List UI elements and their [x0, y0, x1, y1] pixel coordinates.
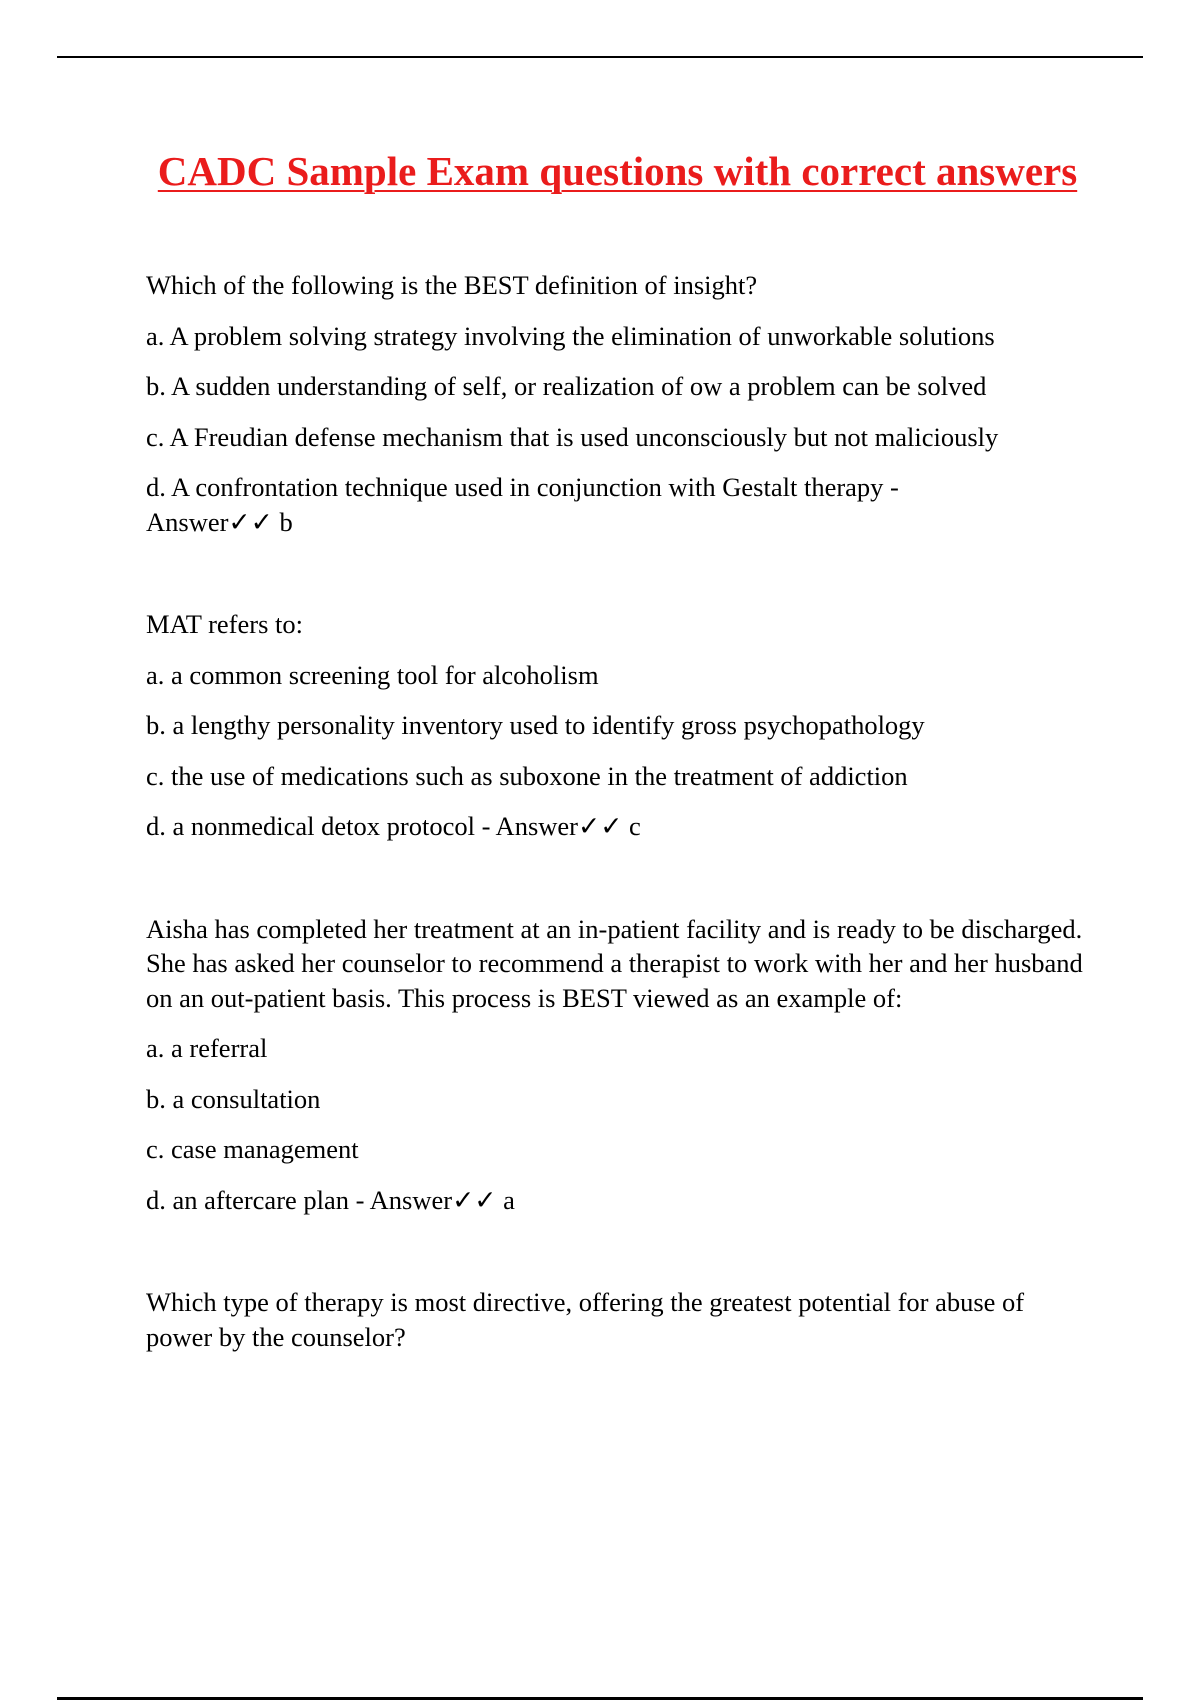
question-block-3 — [146, 912, 1096, 1218]
question-text: Which of the following is the BEST definition of insight? — [146, 270, 758, 300]
question-block-4 — [146, 1285, 1096, 1354]
answer-option-d: d. A confrontation technique used in conjunction with Gestalt therapy - Answer✓✓ b — [146, 472, 899, 537]
top-rule — [57, 56, 1143, 58]
answer-option-d: d. a nonmedical detox protocol - Answer✓✓ c — [146, 811, 641, 841]
answer-option-c: c. case management — [146, 1134, 359, 1164]
question-text: Aisha has completed her treatment at an in-patient facility and is ready to be discharged. She has asked her counselor to recommend a therapist to work with her and her husband on an out-patient basis. This process is BEST viewed as an example of: — [146, 913, 1083, 1013]
question-text: MAT refers to: — [146, 609, 304, 639]
answer-option-d: d. an aftercare plan - Answer✓✓ a — [146, 1184, 515, 1215]
answer-option-b: b. a consultation — [146, 1083, 321, 1114]
answer-option-a: a. a common screening tool for alcoholism — [146, 659, 599, 690]
answer-option-a: a. A problem solving strategy involving the elimination of unworkable solutions — [146, 320, 995, 351]
question-block-2 — [146, 607, 1096, 844]
document-body — [146, 268, 1096, 1422]
answer-option-c: c. the use of medications such as suboxone in the treatment of addiction — [146, 760, 908, 791]
answer-option-b: b. A sudden understanding of self, or realization of ow a problem can be solved — [146, 371, 987, 401]
answer-option-a: a. a referral — [146, 1033, 268, 1063]
answer-option-b: b. a lengthy personality inventory used to identify gross psychopathology — [146, 710, 925, 740]
question-text: Which type of therapy is most directive, offering the greatest potential for abuse of power by the counselor? — [146, 1287, 1025, 1352]
question-block-1 — [146, 268, 1096, 539]
document-title: CADC Sample Exam questions with correct answers — [157, 148, 1078, 194]
answer-option-c: c. A Freudian defense mechanism that is used unconsciously but not maliciously — [146, 421, 999, 452]
